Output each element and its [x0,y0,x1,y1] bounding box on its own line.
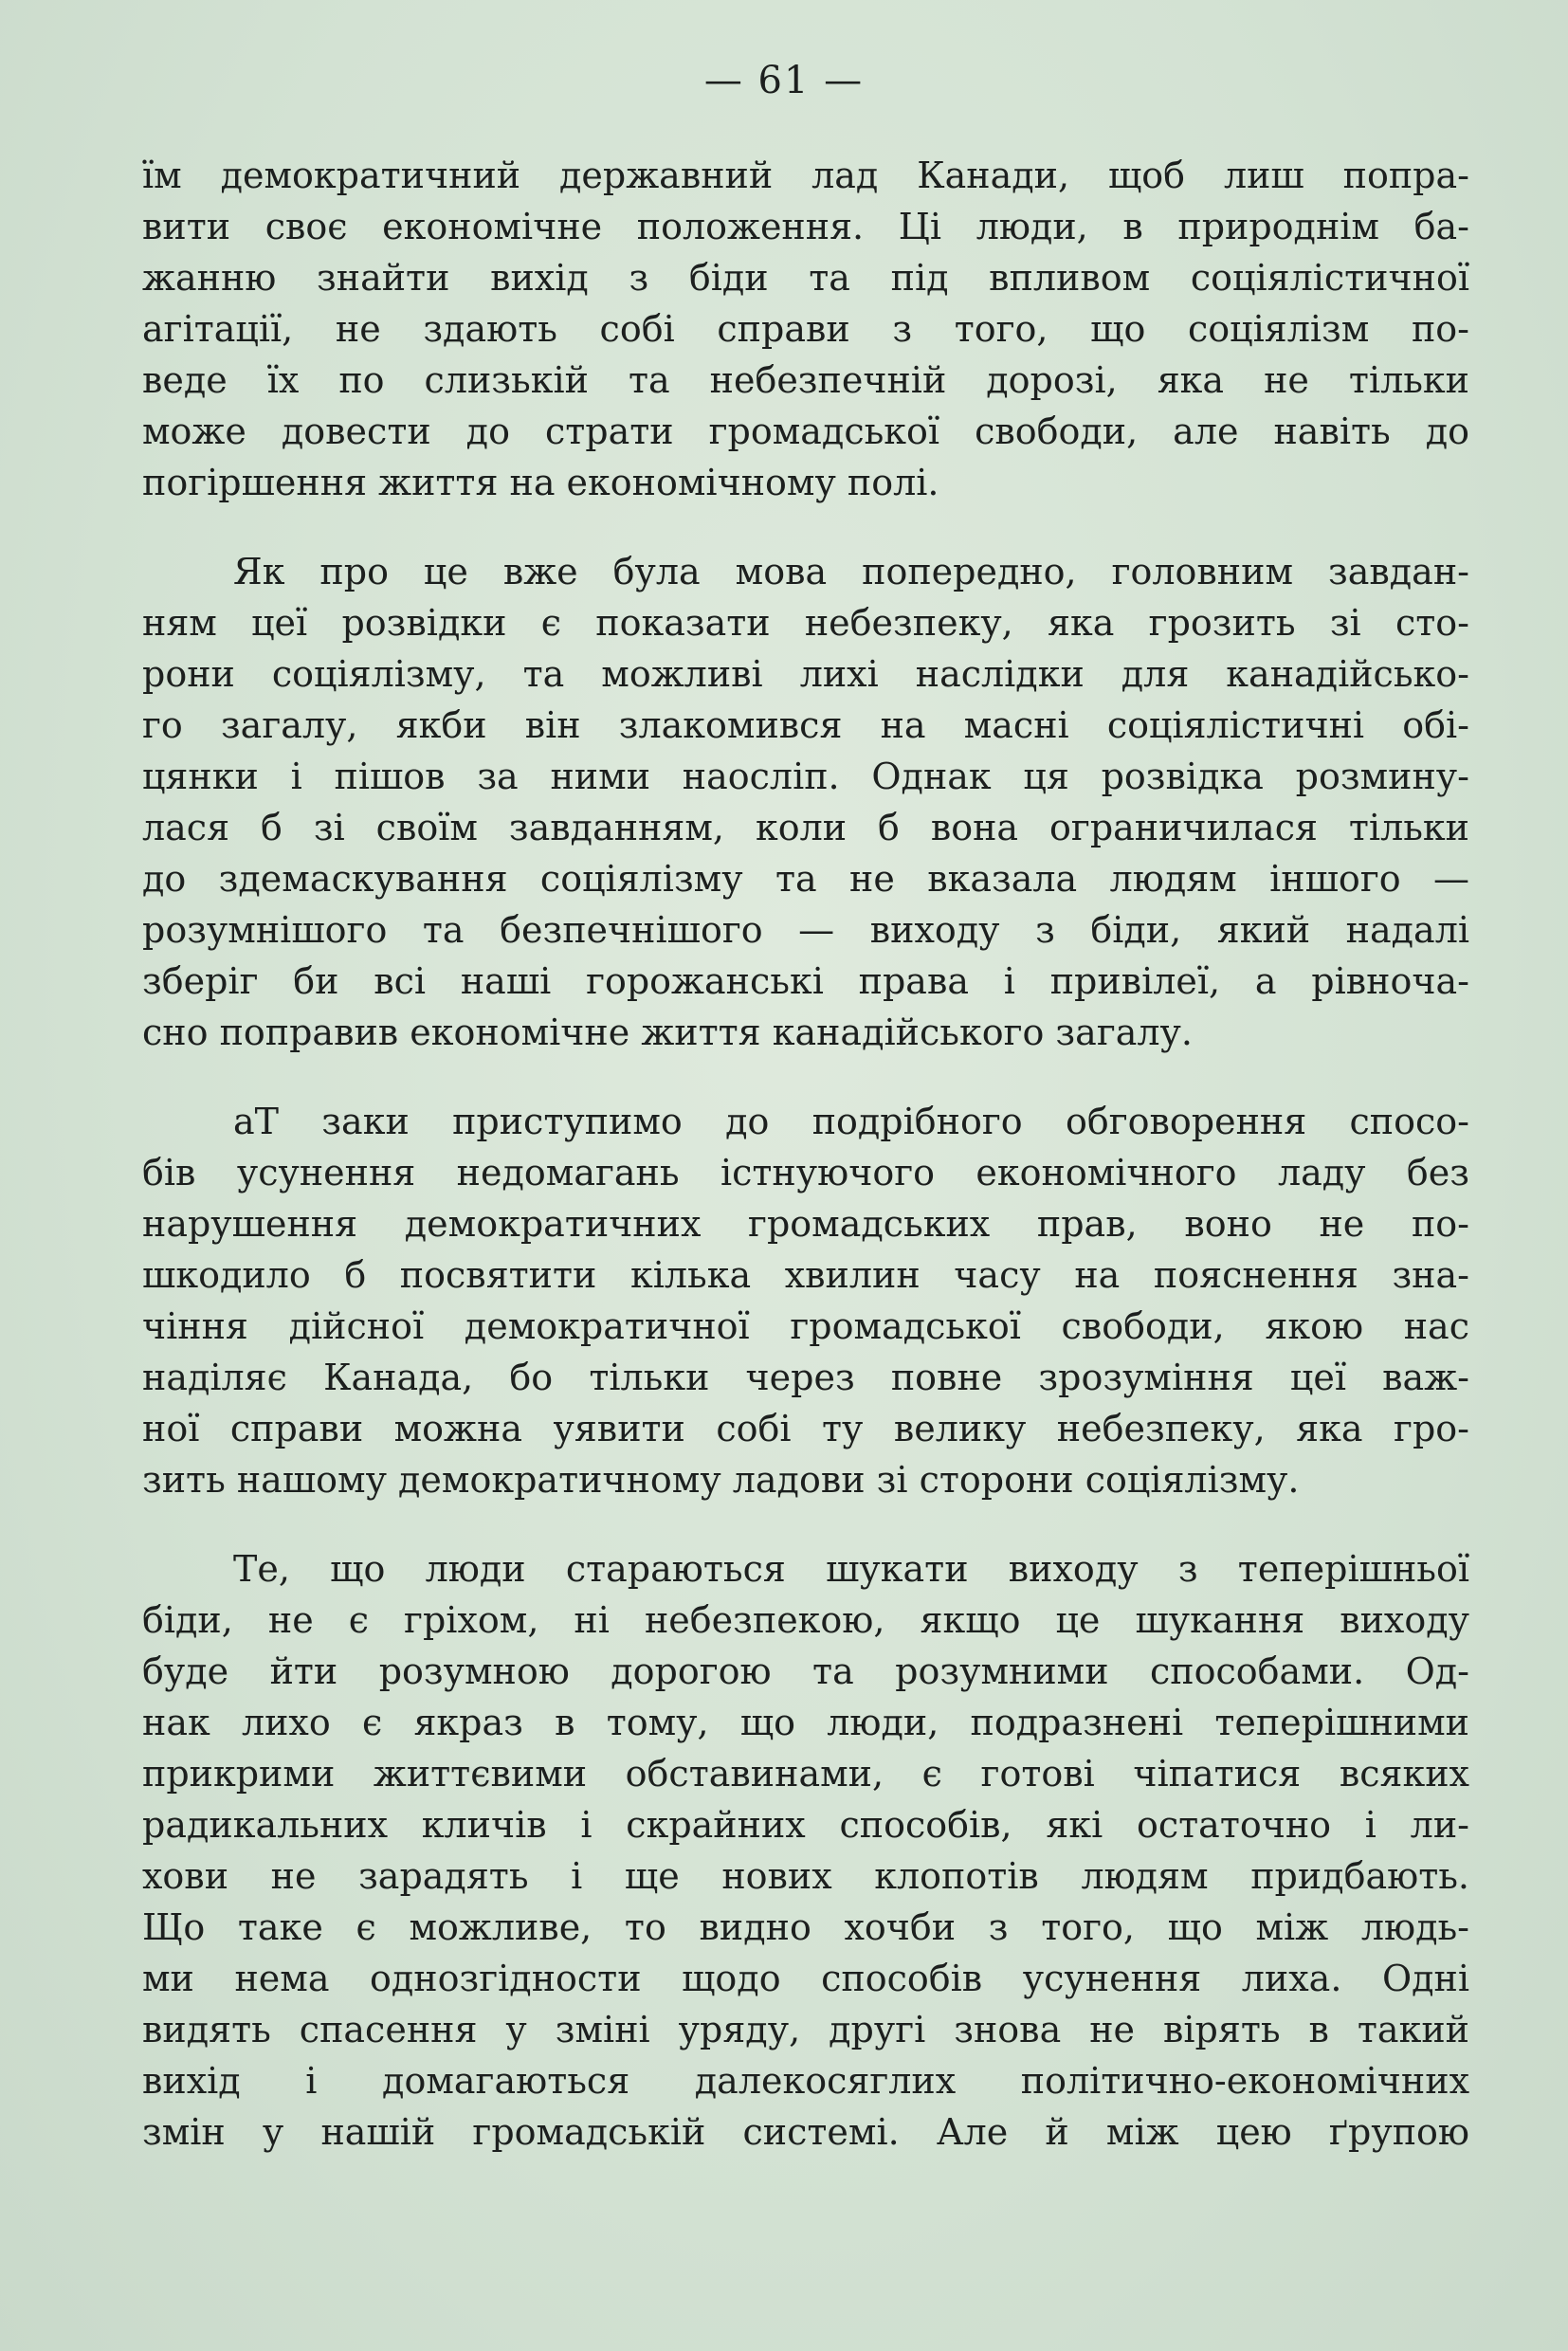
text-line: радикальних кличів і скрайних способів, які остаточно і ли- [142,1804,1469,1846]
text-line: погіршення життя на економічному полі. [142,462,939,503]
paragraph-3 [142,1096,1469,1505]
text-line: сно поправив економічне життя канадійського загалу. [142,1011,1193,1053]
text-line: видять спасення у зміні уряду, другі знова не вірять в такий [142,2009,1469,2050]
paragraph-2 [142,546,1469,1058]
text-line: хови не зарадять і ще нових клопотів людям придбають. [142,1855,1469,1897]
text-line: Що таке є можливе, то видно хочби з того, що між людь- [142,1906,1469,1948]
text-line: аТ заки приступимо до подрібного обговорення спосо- [233,1101,1469,1142]
text-line: зберіг би всі наші горожанські права і привілеї, а рівноча- [142,960,1469,1002]
body-text [142,150,1469,2158]
paragraph-1 [142,150,1469,508]
text-line: го загалу, якби він злакомився на масні соціялістичні обі- [142,704,1469,746]
text-line: до здемаскування соціялізму та не вказала людям іншого — [142,858,1469,900]
text-line: лася б зі своїм завданням, коли б вона ограничилася тільки [142,807,1469,848]
text-line: змін у нашій громадській системі. Але й між цею ґрупою [142,2111,1469,2153]
text-line: прикрими життєвими обставинами, є готові чіпатися всяких [142,1753,1469,1795]
text-line: ням цеї розвідки є показати небезпеку, яка грозить зі сто- [142,602,1469,644]
text-line: нарушення демократичних громадських прав, воно не по- [142,1203,1469,1245]
text-line: веде їх по слизькій та небезпечній дорозі, яка не тільки [142,359,1469,401]
text-line: Те, що люди стараються шукати виходу з теперішньої [233,1548,1469,1590]
text-line: шкодило б посвятити кілька хвилин часу на пояснення зна- [142,1254,1469,1296]
text-line: жанню знайти вихід з біди та під впливом соціялістичної [142,257,1469,299]
text-line: розумнішого та безпечнішого — виходу з біди, який надалі [142,909,1469,951]
text-line: буде йти розумною дорогою та розумними способами. Од- [142,1650,1469,1692]
text-line: наділяє Канада, бо тільки через повне зрозуміння цеї важ- [142,1357,1469,1398]
text-line: Як про це вже була мова попередно, головним завдан- [233,551,1469,592]
text-line: зить нашому демократичному ладови зі сторони соціялізму. [142,1459,1300,1501]
text-line: нак лихо є якраз в тому, що люди, подразнені теперішними [142,1702,1469,1743]
text-line: вити своє економічне положення. Ці люди, в природнім ба- [142,206,1469,247]
text-line: біди, не є гріхом, ні небезпекою, якщо це шукання виходу [142,1599,1469,1641]
text-line: ми нема однозгідности щодо способів усунення лиха. Одні [142,1958,1469,1999]
text-line: чіння дійсної демократичної громадської свободи, якою нас [142,1305,1469,1347]
page-number: — 61 — [703,59,865,102]
text-line: цянки і пішов за ними наосліп. Однак ця розвідка розмину- [142,756,1469,797]
text-line: рони соціялізму, та можливі лихі наслідки для канадійсько- [142,653,1469,695]
text-line: бів усунення недомагань істнуючого економічного ладу без [142,1152,1469,1194]
text-line: вихід і домагаються далекосяглих політично-економічних [142,2060,1469,2102]
text-line: агітації, не здають собі справи з того, що соціялізм по- [142,308,1469,350]
text-line: їм демократичний державний лад Канади, щоб лиш попра- [142,155,1469,196]
text-line: може довести до страти громадської свободи, але навіть до [142,410,1469,452]
text-line: ної справи можна уявити собі ту велику небезпеку, яка гро- [142,1408,1469,1449]
paragraph-4 [142,1543,1469,2158]
